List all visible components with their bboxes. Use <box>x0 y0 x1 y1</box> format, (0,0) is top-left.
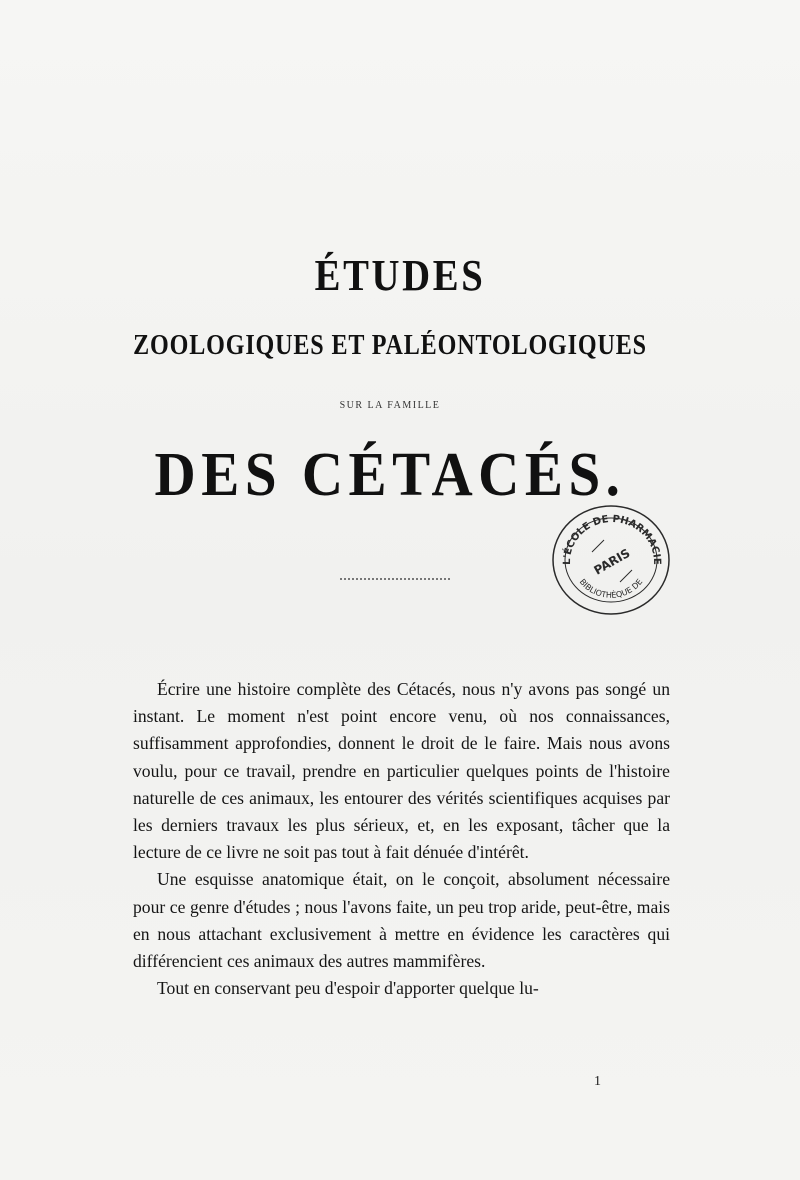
title-divider <box>340 578 450 580</box>
stamp-center-text: PARIS <box>591 545 633 578</box>
paragraph-3: Tout en conservant peu d'espoir d'apporter quelque lu- <box>157 978 539 999</box>
title-line-etudes: ÉTUDES <box>314 251 486 300</box>
title-line-cetaces: DES CÉTACÉS. <box>154 441 626 509</box>
stamp-top-text: L'ÉCOLE DE PHARMACIE <box>561 513 663 565</box>
title-line-famille: SUR LA FAMILLE <box>339 400 441 411</box>
paragraph-2: Une esquisse anatomique était, on le conçoit, absolument nécessaire pour ce genre d'études ; nous l'avons faite, un peu trop aride, peut-être, mais en nous attachant exclusivement à mettre en évidence les caractères qui différencient ces animaux des autres mammifères. <box>133 869 670 972</box>
body-text <box>133 676 670 1002</box>
page-number: 1 <box>594 1074 601 1089</box>
stamp-bottom-text: BIBLIOTHÈQUE DE <box>577 577 645 600</box>
title-line-zoologiques: ZOOLOGIQUES ET PALÉONTOLOGIQUES <box>133 330 647 361</box>
library-stamp <box>548 500 672 616</box>
paragraph-1: Écrire une histoire complète des Cétacés, nous n'y avons pas songé un instant. Le moment n'est point encore venu, où nos connaissances, suffisamment approfondies, donnent le droit de le faire. Mais nous avons voulu, pour ce travail, prendre en particulier quelques points de l'histoire naturelle de ces animaux, les entourer des vérités scientifiques acquises par les derniers travaux les plus sérieux, et, en les exposant, tâcher que la lecture de ce livre ne soit pas tout à fait dénuée d'intérêt. <box>133 679 670 863</box>
